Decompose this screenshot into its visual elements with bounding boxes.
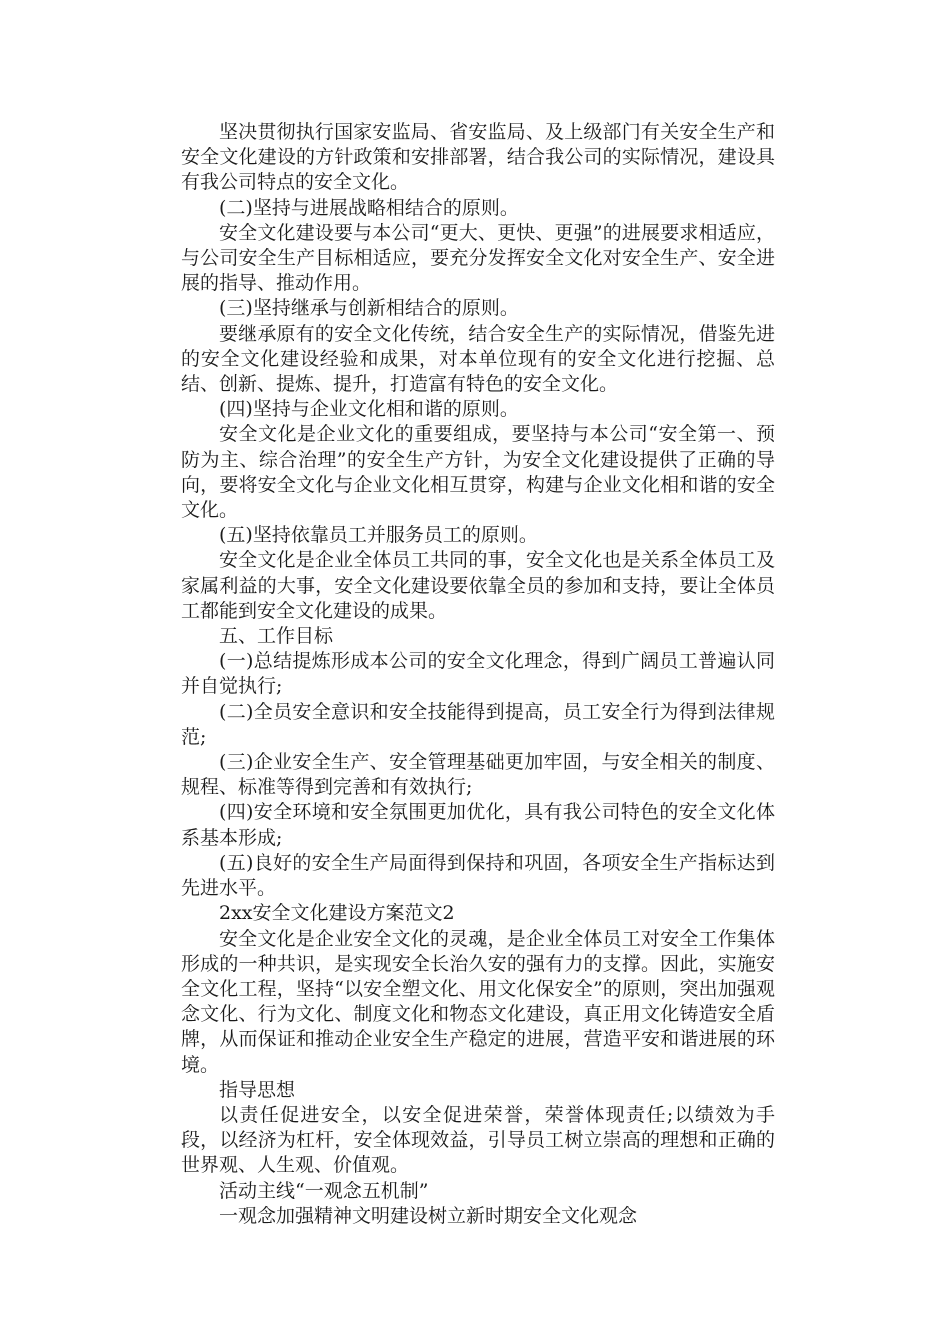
heading-work-goals: 五、工作目标 xyxy=(219,625,334,648)
heading-principle-3: (三)坚持继承与创新相结合的原则。 xyxy=(219,297,519,320)
paragraph-guiding-thought: 以责任促进安全，以安全促进荣誉，荣誉体现责任;以绩效为手段，以经济为杠杆，安全体现效益，引导员工树立崇高的理想和正确的世界观、人生观、价值观。 xyxy=(181,1103,775,1177)
section-title-sample-2: 2xx安全文化建设方案范文2 xyxy=(219,902,455,925)
goal-item-4: (四)安全环境和安全氛围更加优化，具有我公司特色的安全文化体系基本形成; xyxy=(181,801,775,849)
document-body xyxy=(181,120,775,1229)
heading-principle-2: (二)坚持与进展战略相结合的原则。 xyxy=(219,196,519,219)
paragraph-intro-sample-2: 安全文化是企业安全文化的灵魂，是企业全体员工对安全工作集体形成的一种共识，是实现安全长治久安的强有力的支撑。因此，实施安全文化工程，坚持“以安全塑文化、用文化保安全”的原则，突出加强观念文化、行为文化、制度文化和物态文化建设，真正用文化铸造安全盾牌，从而保证和推动企业安全生产稳定的进展，营造平安和谐进展的环境。 xyxy=(181,927,775,1076)
heading-activity-mainline: 活动主线“一观念五机制” xyxy=(219,1179,429,1202)
paragraph-principle-4: 安全文化是企业文化的重要组成，要坚持与本公司“安全第一、预防为主、综合治理”的安全生产方针，为安全文化建设提供了正确的导向，要将安全文化与企业文化相互贯穿，构建与企业文化相和谐的安全文化。 xyxy=(181,423,775,522)
heading-principle-5: (五)坚持依靠员工并服务员工的原则。 xyxy=(219,524,538,547)
goal-item-1: (一)总结提炼形成本公司的安全文化理念，得到广阔员工普遍认同并自觉执行; xyxy=(181,650,775,698)
goal-item-2: (二)全员安全意识和安全技能得到提高，员工安全行为得到法律规范; xyxy=(181,700,775,748)
paragraph-principle-5: 安全文化是企业全体员工共同的事，安全文化也是关系全体员工及家属利益的大事，安全文化建设要依靠全员的参加和支持，要让全体员工都能到安全文化建设的成果。 xyxy=(181,549,775,622)
paragraph-principle-2: 安全文化建设要与本公司“更大、更快、更强”的进展要求相适应，与公司安全生产目标相适应，要充分发挥安全文化对安全生产、安全进展的指导、推动作用。 xyxy=(181,221,775,295)
goal-item-3: (三)企业安全生产、安全管理基础更加牢固，与安全相关的制度、规程、标准等得到完善和有效执行; xyxy=(181,751,775,799)
goal-item-5: (五)良好的安全生产局面得到保持和巩固，各项安全生产指标达到先进水平。 xyxy=(181,851,775,900)
paragraph-one-concept: 一观念加强精神文明建设树立新时期安全文化观念 xyxy=(219,1204,638,1227)
heading-principle-4: (四)坚持与企业文化相和谐的原则。 xyxy=(219,398,519,421)
paragraph-principle-3: 要继承原有的安全文化传统，结合安全生产的实际情况，借鉴先进的安全文化建设经验和成果，对本单位现有的安全文化进行挖掘、总结、创新、提炼、提升，打造富有特色的安全文化。 xyxy=(181,322,775,396)
heading-guiding-thought: 指导思想 xyxy=(219,1078,296,1101)
paragraph-guiding-principle: 坚决贯彻执行国家安监局、省安监局、及上级部门有关安全生产和安全文化建设的方针政策和安排部署，结合我公司的实际情况，建设具有我公司特点的安全文化。 xyxy=(181,121,775,194)
